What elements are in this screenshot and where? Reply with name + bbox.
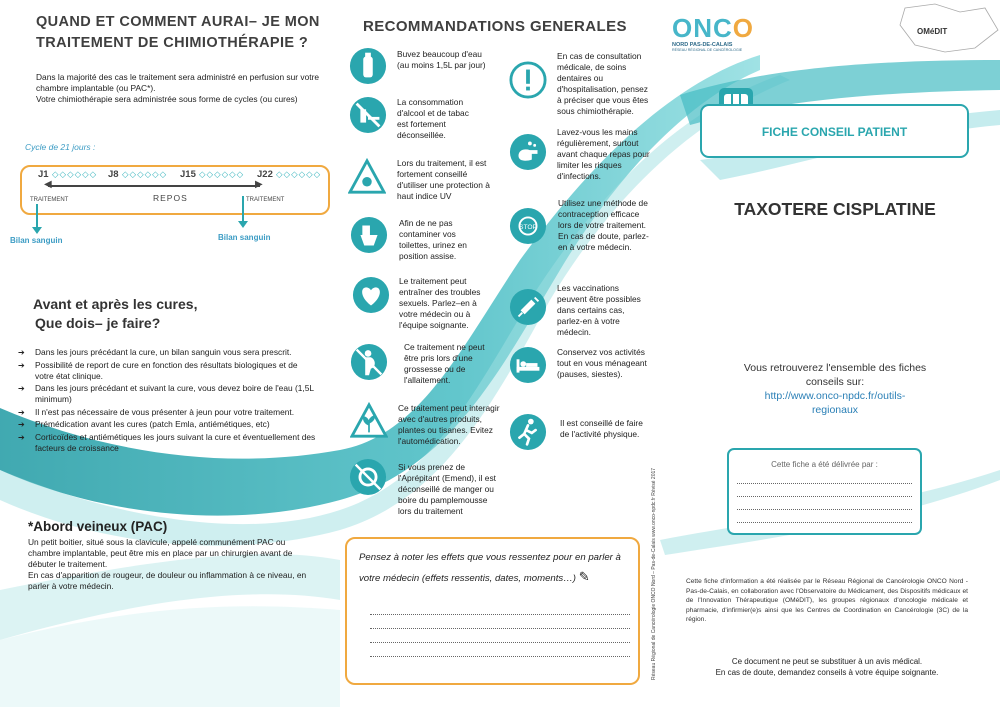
delivered-by-line[interactable] [737,522,912,523]
bilan-label-2: Bilan sanguin [218,233,271,242]
day-diamonds: ◇◇◇◇◇◇ [276,169,322,179]
fiche-label: FICHE CONSEIL PATIENT [761,125,908,139]
day-diamonds: ◇◇◇◇◇◇ [122,169,168,179]
resources-line2: conseils sur: [805,376,865,388]
day-label-j8: J8 [108,169,119,180]
reco-rest: Conservez vos activités tout en vous ménageant (pauses, siestes). [557,347,647,379]
day-diamonds: ◇◇◇◇◇◇ [52,169,98,179]
notes-line[interactable] [370,614,630,615]
reco-sexual: Le traitement peut entraîner des troubles sexuels. Parlez–en à votre médecin ou à l'équipe soignante. [399,276,481,330]
no-alcohol-tobacco-icon [349,96,387,134]
onco-logo-sub: RÉSEAU RÉGIONAL DE CANCÉROLOGIE [672,48,743,52]
reco-water: Buvez beaucoup d'eau (au moins 1,5L par jour) [397,49,486,70]
arrow-left-icon: ◀ [44,179,52,190]
delivered-by-line[interactable] [737,483,912,484]
rest-label: REPOS [153,193,188,203]
delivered-by-line[interactable] [737,496,912,497]
before-after-title [33,295,197,333]
bilan-label-1: Bilan sanguin [10,236,63,245]
notes-line[interactable] [370,628,630,629]
contraception-icon [509,207,547,245]
rest-period-arrow [48,185,260,187]
cycle-label: Cycle de 21 jours : [25,142,96,152]
resources-link[interactable]: http://www.onco-npdc.fr/outils- [764,390,906,402]
bilan-arrow-down-icon [36,204,38,228]
vertical-credit-text: Réseau Régional de Cancérologie ONCO Nord – Pas-de-Calais www.onco-npdc.fr Révisé 2017 [651,467,657,680]
day-label-j22: J22 [257,169,273,180]
reco-toilets: Afin de ne pas contaminer vos toilettes, urinez en position assise. [399,218,467,261]
bed-icon [509,346,547,384]
plant-warning-icon [350,402,388,440]
intro-text [36,72,326,105]
onco-logo-region: NORD PAS-DE-CALAIS [672,42,733,48]
list-item: ➔ Prémédication avant les cures (patch Emla, antiémétiques, etc) [18,419,318,430]
pac-title: *Abord veineux (PAC) [28,519,168,534]
resources-text [705,361,965,417]
pencil-icon: ✎ [578,569,590,584]
syringe-icon [509,288,547,326]
bilan-arrow-down-icon [242,196,244,222]
omedit-logo: OMéDIT [917,27,948,36]
day-label-j15: J15 [180,169,196,180]
left-title-line2: TRAITEMENT DE CHIMIOTHÉRAPIE ? [36,35,309,51]
list-item: ➔ Il n'est pas nécessaire de vous présenter à jeun pour votre traitement. [18,407,318,418]
delivered-by-line[interactable] [737,509,912,510]
recommendations-title: RECOMMANDATIONS GENERALES [363,18,627,35]
left-title [36,12,336,54]
pac-paragraph-2: En cas d'apparition de rougeur, de douleur ou inflammation à ce niveau, en parler à votre médecin. [28,570,307,591]
day-label-j1: J1 [38,169,49,180]
list-item: ➔ Possibilité de report de cure en fonction des résultats biologiques et de votre état clinique. [18,360,318,382]
reco-interactions: Ce traitement peut interagir avec d'autres produits, plantes ou tisanes. Evitez l'automédication. [398,403,500,446]
notes-title-text: Pensez à noter les effets que vous ressentez pour en parler à votre médecin (effets ressentis, dates, moments…) [359,552,621,584]
reco-uv: Lors du traitement, il est fortement conseillé d'utiliser une protection à haut indice UV [397,158,490,201]
reco-alcohol-tobacco: La consommation d'alcool et de tabac est fortement déconseillée. [397,97,469,140]
no-pregnancy-icon [350,343,388,381]
reco-grapefruit: Si vous prenez de l'Aprépitant (Emend), il est déconseillé de manger ou boire du pamplemousse lors du traitement [398,462,496,516]
runner-icon [509,413,547,451]
reco-pregnancy: Ce traitement ne peut être pris lors d'une grossesse ou de l'allaitement. [404,342,485,385]
list-item: ➔ Dans les jours précédant et suivant la cure, vous devez boire de l'eau (1,5L minimum) [18,383,318,405]
resources-line1: Vous retrouverez l'ensemble des fiches [743,362,927,374]
vertical-credit [649,430,669,690]
heart-icon [352,276,390,314]
onco-logo-o: O [732,13,755,43]
reco-physical-activity: Il est conseillé de faire de l'activité physique. [560,418,643,439]
disclaimer-line1: Ce document ne peut se substituer à un avis médical. [731,657,923,666]
reco-contraception: Utilisez une méthode de contraception efficace lors de votre traitement. En cas de doute, parlez-en à votre médecin. [558,198,649,252]
day-diamonds: ◇◇◇◇◇◇ [199,169,245,179]
list-item: ➔ Corticoïdes et antiémétiques les jours suivant la cure et éventuellement des facteurs de croissance [18,432,318,454]
reco-vaccination: Les vaccinations peuvent être possibles dans certains cas, parlez-en à votre médecin. [557,283,641,337]
treatment-label-end: TRAITEMENT [246,197,285,203]
notes-title [359,548,634,588]
region-map-outline [900,4,998,52]
exclamation-icon [509,61,547,99]
delivered-by-label: Cette fiche a été délivrée par : [771,460,878,469]
svg-text:STOP: STOP [519,223,537,231]
treatment-label-start: TRAITEMENT [30,197,69,203]
disclaimer-line2: En cas de doute, demandez conseils à votre équipe soignante. [715,668,939,677]
intro-paragraph-2: Votre chimiothérapie sera administrée sous forme de cycles (ou cures) [36,94,298,104]
pac-paragraph-1: Un petit boitier, situé sous la clavicule, appelé communément PAC ou chambre implantable, peut être mis en place par un chirurgien avant de débuter le traitement. [28,537,293,569]
resources-link-continued[interactable]: regionaux [811,404,859,416]
no-grapefruit-icon [349,458,387,496]
reco-hand-washing: Lavez-vous les mains régulièrement, surtout avant chaque repas pour limiter les risques d'infections. [557,127,650,181]
drug-name: TAXOTERE CISPLATINE [734,199,936,219]
disclaimer [686,656,968,678]
list-item: ➔ Dans les jours précédant la cure, un bilan sanguin vous sera prescrit. [18,347,318,358]
onco-logo [672,13,755,52]
toilet-icon [350,216,388,254]
arrow-right-icon: ▶ [255,179,263,190]
pac-text [28,537,318,592]
notes-line[interactable] [370,656,630,657]
credits-text: Cette fiche d'information a été réalisée par le Réseau Régional de Cancérologie ONCO Nord - Pas-de-Calais, en collaboration avec l'Observatoire du Médicament, des Dispositifs médicaux et de l'Innovation Thérapeutique (OMéDIT), les groupes régionaux d'oncologie médicale et pharmacie, d'infirmier(e)s ainsi que les Centres de Coordination en Cancérologie (3C) de la région. [686,578,968,623]
before-after-title-line2: Que dois– je faire? [35,315,161,331]
notes-line[interactable] [370,642,630,643]
before-after-list [18,347,318,455]
onco-logo-text: ONC [672,13,733,43]
sun-warning-icon [348,158,386,196]
left-title-line1: QUAND ET COMMENT AURAI– JE MON [36,14,320,30]
reco-consultation: En cas de consultation médicale, de soins dentaires ou d'hospitalisation, pensez à préciser que vous êtes sous chimiothérapie. [557,51,649,116]
intro-paragraph-1: Dans la majorité des cas le traitement sera administré en perfusion sur votre chambre implantable (ou PAC*). [36,72,320,93]
before-after-title-line1: Avant et après les cures, [33,296,198,312]
water-bottle-icon [349,47,387,85]
hand-washing-icon [509,133,547,171]
